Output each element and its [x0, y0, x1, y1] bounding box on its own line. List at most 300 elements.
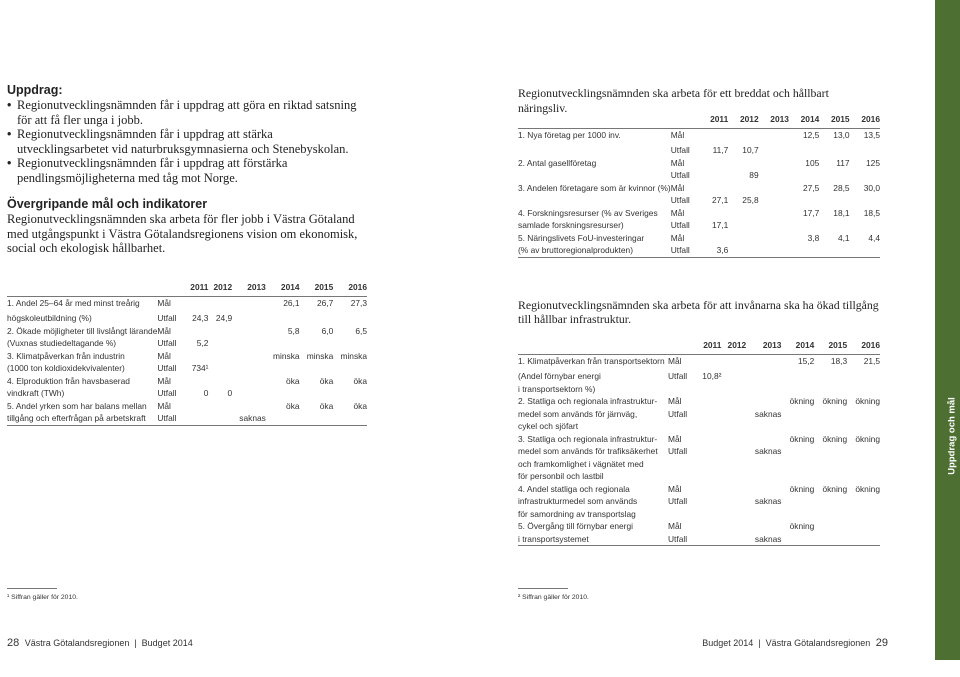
value-cell: minska — [340, 350, 367, 361]
indicator-label: i transportsektorn %) — [518, 383, 596, 394]
indicator-label: cykel och sjöfart — [518, 421, 579, 431]
value-cell — [696, 458, 721, 471]
value-cell — [696, 354, 721, 367]
table-row — [7, 400, 367, 413]
table-row — [7, 296, 367, 309]
value-cell — [208, 400, 232, 413]
value-cell — [699, 169, 729, 182]
value-cell — [847, 367, 880, 383]
indicator-label: 2. Statliga och regionala infrastruktur- — [518, 396, 658, 406]
year-header: 2011 — [190, 282, 209, 292]
footer-left-text: Västra Götalandsregionen | Budget 2014 — [24, 638, 193, 648]
table-row — [518, 470, 880, 483]
table-row — [518, 232, 880, 245]
value-cell — [208, 337, 232, 350]
row-type: Utfall — [670, 220, 690, 230]
page-number-right: 29 — [875, 637, 888, 649]
value-cell — [789, 194, 819, 207]
value-cell — [266, 309, 300, 325]
value-cell: 117 — [836, 157, 850, 168]
row-type: Utfall — [157, 413, 177, 423]
value-cell — [781, 367, 814, 383]
value-cell: ökning — [855, 483, 880, 494]
value-cell — [696, 395, 721, 408]
value-cell — [728, 244, 758, 257]
value-cell — [781, 420, 814, 433]
value-cell — [185, 412, 208, 425]
value-cell — [746, 395, 781, 408]
value-cell — [759, 207, 789, 220]
indicator-label: samlade forskningsresurser) — [518, 220, 624, 230]
value-cell: ökning — [822, 396, 848, 406]
value-cell — [721, 420, 746, 433]
year-header: 2016 — [861, 340, 880, 350]
value-cell — [759, 169, 789, 182]
table-row — [7, 337, 367, 350]
value-cell — [699, 207, 729, 220]
value-cell: ökning — [789, 396, 815, 406]
value-cell — [746, 420, 781, 433]
value-cell — [333, 387, 367, 400]
indicator-label: 5. Övergång till förnybar energi — [518, 521, 633, 531]
value-cell — [789, 169, 819, 182]
value-cell — [185, 296, 208, 309]
value-cell — [847, 508, 880, 521]
value-cell — [721, 408, 746, 421]
value-cell: saknas — [754, 446, 782, 456]
value-cell — [814, 470, 847, 483]
table-row — [7, 350, 367, 363]
value-cell — [819, 141, 849, 157]
indicator-label: 2. Antal gasellföretag — [518, 157, 597, 168]
value-cell — [208, 362, 232, 375]
value-cell — [696, 508, 721, 521]
value-cell: 17,1 — [711, 220, 729, 230]
table-row — [518, 533, 880, 546]
footer-left — [7, 637, 193, 649]
value-cell: 4,1 — [837, 232, 850, 243]
value-cell: 0 — [203, 388, 209, 398]
value-cell — [333, 309, 367, 325]
value-cell: 26,7 — [316, 297, 334, 308]
value-cell — [759, 219, 789, 232]
row-type: Mål — [668, 521, 682, 531]
value-cell: saknas — [239, 413, 266, 423]
value-cell — [847, 408, 880, 421]
value-cell: saknas — [754, 496, 782, 506]
value-cell: 6,0 — [321, 325, 334, 336]
value-cell — [185, 400, 208, 413]
value-cell — [847, 458, 880, 471]
value-cell — [781, 383, 814, 396]
value-cell: 18,5 — [863, 207, 880, 218]
value-cell — [850, 194, 880, 207]
value-cell — [232, 325, 266, 338]
value-cell — [185, 375, 208, 388]
value-cell — [746, 367, 781, 383]
year-header: 2013 — [762, 340, 782, 350]
year-header: 2012 — [213, 282, 233, 292]
value-cell — [814, 495, 847, 508]
value-cell — [781, 508, 814, 521]
value-cell — [847, 470, 880, 483]
value-cell — [300, 362, 334, 375]
year-header: 2011 — [710, 114, 729, 124]
row-type: Utfall — [670, 245, 690, 255]
value-cell — [721, 458, 746, 471]
indicator-label: infrastrukturmedel som används — [518, 496, 638, 506]
section-sidebar — [935, 0, 960, 677]
table-row — [518, 395, 880, 408]
value-cell: saknas — [754, 408, 782, 419]
value-cell: 6,5 — [355, 325, 367, 336]
value-cell — [781, 470, 814, 483]
value-cell: 24,3 — [192, 313, 209, 323]
value-cell — [746, 483, 781, 496]
goals-text: Regionutvecklingsnämnden ska arbeta för fler jobb i Västra Götaland med utgångspunkt i Västra Götalandsregionens vision om ekonomisk, social och ekologisk hållbarhet. — [7, 212, 358, 255]
value-cell: 5,8 — [287, 325, 300, 336]
indicator-label: högskoleutbildning (%) — [7, 313, 92, 323]
value-cell — [814, 367, 847, 383]
table-row — [518, 383, 880, 396]
indicator-label — [518, 194, 671, 207]
year-header: 2012 — [739, 114, 759, 124]
value-cell: 17,7 — [802, 207, 820, 218]
value-cell: ökning — [822, 483, 848, 494]
table-row — [518, 244, 880, 257]
row-type: Mål — [670, 129, 685, 140]
business-indicator-table — [518, 114, 880, 258]
sidebar-page-gap — [935, 660, 960, 677]
value-cell: 28,5 — [833, 182, 850, 193]
indicator-label: medel som används för järnväg, — [518, 408, 638, 419]
row-type — [668, 383, 696, 396]
value-cell: 734¹ — [191, 363, 209, 373]
value-cell — [721, 508, 746, 521]
value-cell — [333, 337, 367, 350]
value-cell — [819, 244, 849, 257]
indicator-label: 4. Andel statliga och regionala — [518, 483, 630, 494]
value-cell: 25,8 — [742, 195, 759, 205]
value-cell — [781, 458, 814, 471]
value-cell — [333, 412, 367, 425]
value-cell — [746, 458, 781, 471]
assignment-item: • Regionutvecklingsnämnden får i uppdrag att göra en riktad satsning för att få fler unga i jobb. — [7, 98, 362, 127]
value-cell — [699, 157, 729, 170]
value-cell — [696, 495, 721, 508]
value-cell — [699, 128, 729, 141]
table-row — [518, 483, 880, 496]
row-type: Mål — [157, 297, 171, 308]
value-cell — [696, 483, 721, 496]
value-cell — [232, 350, 266, 363]
value-cell — [789, 141, 819, 157]
value-cell — [819, 219, 849, 232]
year-header: 2016 — [861, 114, 880, 124]
value-cell — [721, 354, 746, 367]
value-cell — [850, 141, 880, 157]
value-cell — [728, 232, 758, 245]
value-cell: 13,0 — [833, 129, 850, 140]
indicator-label: och framkomlighet i vägnätet med — [518, 458, 644, 469]
footnote-rule-left — [7, 588, 57, 589]
row-type: Utfall — [157, 338, 177, 348]
value-cell — [721, 483, 746, 496]
table-row — [7, 412, 367, 425]
value-cell — [232, 296, 266, 309]
value-cell: 10,8² — [702, 371, 722, 381]
table-row — [7, 309, 367, 325]
value-cell: 30,0 — [863, 182, 880, 193]
value-cell — [746, 470, 781, 483]
value-cell — [814, 508, 847, 521]
assignment-heading: Uppdrag: — [7, 83, 63, 97]
value-cell — [746, 383, 781, 396]
value-cell — [746, 354, 781, 367]
value-cell — [266, 387, 300, 400]
row-type: Utfall — [668, 446, 688, 456]
row-type: Utfall — [670, 170, 690, 180]
value-cell: öka — [353, 375, 367, 386]
left-text-block — [7, 83, 362, 256]
year-header: 2015 — [830, 114, 850, 124]
row-type: Utfall — [668, 371, 688, 381]
value-cell — [814, 458, 847, 471]
value-cell — [819, 194, 849, 207]
row-type — [668, 420, 696, 433]
value-cell — [721, 520, 746, 533]
row-type: Mål — [157, 350, 171, 361]
value-cell — [300, 387, 334, 400]
value-cell — [847, 445, 880, 458]
value-cell — [721, 533, 746, 546]
value-cell — [266, 337, 300, 350]
indicator-label: medel som används för trafiksäkerhet — [518, 446, 658, 456]
value-cell: 0 — [227, 388, 233, 398]
value-cell: ökning — [789, 521, 815, 531]
value-cell — [696, 383, 721, 396]
value-cell — [300, 309, 334, 325]
table-row — [7, 325, 367, 338]
value-cell — [759, 141, 789, 157]
value-cell — [300, 412, 334, 425]
value-cell — [759, 157, 789, 170]
value-cell: 89 — [749, 170, 759, 180]
value-cell — [728, 157, 758, 170]
indicator-label: i transportsystemet — [518, 533, 589, 544]
value-cell — [208, 375, 232, 388]
row-type: Mål — [157, 325, 171, 336]
value-cell — [728, 207, 758, 220]
value-cell — [781, 445, 814, 458]
value-cell — [781, 495, 814, 508]
value-cell — [781, 408, 814, 421]
value-cell — [208, 350, 232, 363]
jobs-indicator-table — [7, 282, 367, 426]
assignment-item: • Regionutvecklingsnämnden får i uppdrag att förstärka pendlingsmöjligheterna med tåg mot Norge. — [7, 156, 362, 185]
value-cell — [266, 412, 300, 425]
year-header: 2011 — [703, 340, 722, 350]
value-cell — [814, 520, 847, 533]
year-header: 2015 — [828, 340, 848, 350]
value-cell — [847, 383, 880, 396]
value-cell: öka — [319, 375, 334, 386]
value-cell — [721, 433, 746, 446]
value-cell — [814, 420, 847, 433]
table-row — [518, 182, 880, 195]
value-cell — [721, 383, 746, 396]
indicator-label: 5. Andel yrken som har balans mellan — [7, 400, 147, 411]
year-header: 2014 — [800, 114, 820, 124]
table-row — [518, 169, 880, 182]
row-type: Mål — [670, 157, 685, 168]
value-cell — [696, 408, 721, 421]
value-cell — [746, 520, 781, 533]
value-cell: 13,5 — [863, 129, 880, 140]
value-cell — [721, 445, 746, 458]
value-cell — [759, 232, 789, 245]
indicator-label: 4. Forskningsresurser (% av Sveriges — [518, 207, 658, 218]
row-type: Utfall — [670, 195, 690, 205]
value-cell: saknas — [754, 533, 782, 544]
value-cell: 4,4 — [868, 232, 880, 243]
value-cell: 105 — [805, 157, 820, 168]
value-cell: 21,5 — [863, 355, 880, 366]
indicator-label: 3. Statliga och regionala infrastruktur- — [518, 433, 658, 444]
value-cell — [696, 520, 721, 533]
indicator-label — [518, 141, 671, 157]
value-cell — [847, 420, 880, 433]
value-cell: 125 — [866, 157, 880, 168]
row-type: Utfall — [157, 313, 177, 323]
value-cell: 27,3 — [350, 297, 367, 308]
row-type: Mål — [668, 483, 682, 494]
value-cell — [185, 325, 208, 338]
table-row — [518, 367, 880, 383]
indicator-label: 1. Andel 25–64 år med minst treårig — [7, 297, 140, 308]
value-cell — [814, 533, 847, 546]
page-number-left: 28 — [7, 637, 20, 649]
table-row — [7, 375, 367, 388]
value-cell — [232, 400, 266, 413]
value-cell — [847, 520, 880, 533]
value-cell — [728, 128, 758, 141]
value-cell — [789, 219, 819, 232]
row-type: Utfall — [668, 496, 688, 506]
value-cell: ökning — [789, 483, 815, 494]
value-cell — [333, 362, 367, 375]
footnote-right: ² Siffran gäller för 2010. — [518, 594, 589, 601]
value-cell — [814, 383, 847, 396]
table-row — [518, 520, 880, 533]
value-cell — [232, 362, 266, 375]
row-type: Utfall — [668, 533, 688, 544]
value-cell — [759, 128, 789, 141]
value-cell — [789, 244, 819, 257]
value-cell — [232, 387, 266, 400]
value-cell — [746, 433, 781, 446]
table-row — [518, 408, 880, 421]
indicator-label: 3. Klimatpåverkan från industrin — [7, 350, 125, 361]
value-cell: 3,6 — [716, 245, 729, 255]
value-cell: 26,1 — [283, 297, 300, 308]
value-cell: minska — [273, 350, 300, 361]
value-cell — [759, 244, 789, 257]
value-cell — [696, 420, 721, 433]
footer-right — [702, 637, 888, 649]
value-cell: 18,1 — [833, 207, 850, 218]
row-type — [668, 458, 696, 471]
value-cell — [721, 495, 746, 508]
value-cell: 10,7 — [742, 145, 759, 155]
year-header: 2014 — [280, 282, 300, 292]
value-cell: ökning — [855, 396, 880, 406]
table-row — [518, 445, 880, 458]
value-cell — [814, 408, 847, 421]
value-cell — [699, 182, 729, 195]
row-type: Utfall — [157, 363, 177, 373]
value-cell: 12,5 — [802, 129, 820, 140]
row-type — [668, 470, 696, 483]
indicator-label: 4. Elproduktion från havsbaserad — [7, 375, 130, 386]
goals-heading: Övergripande mål och indikatorer — [7, 197, 208, 211]
footer-right-text: Budget 2014 | Västra Götalandsregionen — [702, 638, 871, 648]
row-type: Utfall — [668, 408, 688, 419]
year-header: 2016 — [348, 282, 367, 292]
value-cell: minska — [306, 350, 334, 361]
table-row — [518, 194, 880, 207]
table-row — [518, 420, 880, 433]
table-row — [518, 458, 880, 471]
value-cell: 24,9 — [215, 313, 233, 323]
indicator-label: för samordning av transportslag — [518, 508, 636, 519]
value-cell: 15,2 — [797, 355, 815, 366]
table-row — [518, 433, 880, 446]
value-cell — [728, 182, 758, 195]
value-cell — [696, 533, 721, 546]
table-row — [518, 219, 880, 232]
row-type: Mål — [670, 207, 685, 218]
footnote-left: ¹ Siffran gäller för 2010. — [7, 594, 78, 601]
value-cell — [721, 470, 746, 483]
table-row — [518, 495, 880, 508]
row-type: Mål — [668, 396, 682, 406]
indicator-label: (Andel förnybar energi — [518, 371, 601, 381]
business-intro: Regionutvecklingsnämnden ska arbeta för ett breddat och hållbart näringsliv. — [518, 86, 829, 115]
table-row — [7, 387, 367, 400]
assignment-item: • Regionutvecklingsnämnden får i uppdrag att stärka utvecklingsarbetet vid naturbruksgymnasierna och Stenebyskolan. — [7, 127, 362, 156]
indicator-label: tillgång och efterfrågan på arbetskraft — [7, 413, 146, 423]
value-cell — [759, 182, 789, 195]
row-type: Mål — [670, 182, 685, 193]
value-cell — [185, 350, 208, 363]
value-cell: 27,5 — [802, 182, 820, 193]
value-cell — [208, 412, 232, 425]
row-type — [668, 508, 696, 521]
value-cell — [208, 296, 232, 309]
table-row — [7, 362, 367, 375]
row-type: Mål — [157, 375, 171, 386]
value-cell: 27,1 — [711, 195, 729, 205]
indicator-label: 1. Nya företag per 1000 inv. — [518, 129, 621, 140]
value-cell — [266, 362, 300, 375]
indicator-label: 1. Klimatpåverkan från transportsektorn — [518, 355, 665, 366]
value-cell: öka — [286, 375, 300, 386]
value-cell: öka — [319, 400, 334, 411]
table-row — [518, 207, 880, 220]
year-header: 2013 — [247, 282, 266, 292]
value-cell — [781, 533, 814, 546]
